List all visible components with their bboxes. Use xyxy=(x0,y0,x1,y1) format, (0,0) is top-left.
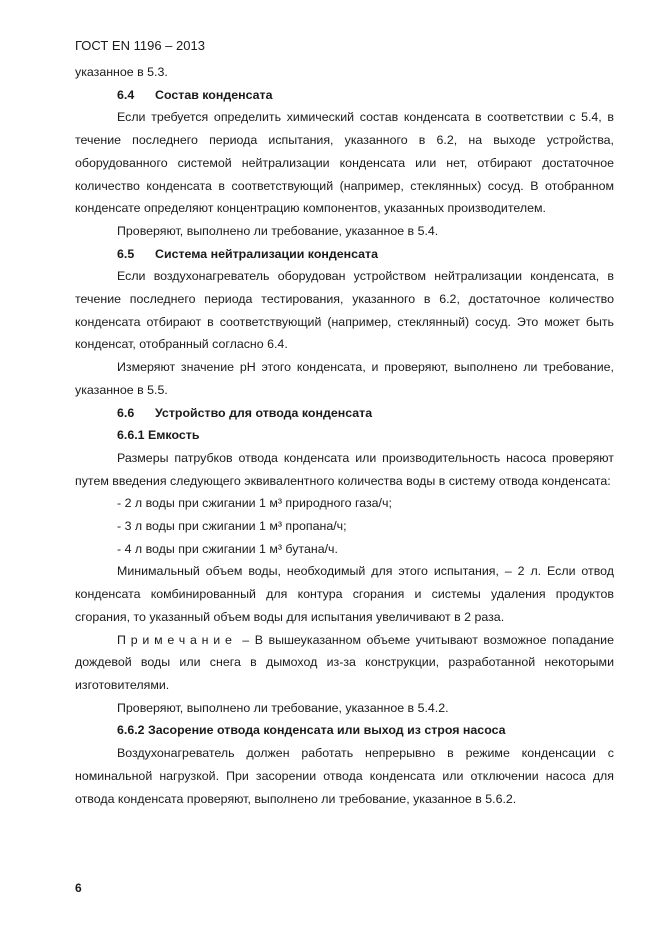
section-title: Устройство для отвода конденсата xyxy=(155,405,373,420)
carry-over-text: указанное в 5.3. xyxy=(75,65,168,79)
page-number: 6 xyxy=(75,881,82,895)
section-6-6-1-heading xyxy=(75,424,614,447)
note-paragraph xyxy=(75,629,614,697)
section-6-5-heading xyxy=(75,243,614,266)
paragraph: Проверяют, выполнено ли требование, указанное в 5.4.2. xyxy=(117,700,449,715)
section-title: Состав конденсата xyxy=(155,87,273,102)
list-item: - 3 л воды при сжигании 1 м³ пропана/ч; xyxy=(117,519,347,534)
paragraph: Размеры патрубков отвода конденсата или производительность насоса проверяют путем введения следующего эквивалентного количества воды в систему отвода конденсата: xyxy=(75,450,614,488)
paragraph: Минимальный объем воды, необходимый для этого испытания, – 2 л. Если отвод конденсата комбинированный для контура сгорания и системы удаления продуктов сгорания, то указанный объем воды для испытания увеличивают в 2 раза. xyxy=(75,564,614,624)
paragraph: Если воздухонагреватель оборудован устройством нейтрализации конденсата, в течение последнего периода тестирования, указанного в 6.2, достаточное количество конденсата отбирают в соответствующий (например, стеклянный) сосуд. Это может быть конденсат, отобранный согласно 6.4. xyxy=(75,269,614,352)
section-number: 6.5 xyxy=(117,246,135,261)
section-number: 6.4 xyxy=(117,87,135,102)
section-number: 6.6.2 xyxy=(117,723,145,738)
note-text: – В вышеуказанном объеме учитывают возможное попадание дождевой воды или снега в дымоход из-за конструкции, разработанной некоторыми изготовителями. xyxy=(75,632,614,692)
paragraph: Измеряют значение pH этого конденсата, и проверяют, выполнено ли требование, указанное в 5.5. xyxy=(75,360,614,397)
section-title: Засорение отвода конденсата или выход из строя насоса xyxy=(148,723,506,738)
list-item: - 4 л воды при сжигании 1 м³ бутана/ч. xyxy=(117,541,338,556)
section-6-4-heading xyxy=(75,84,614,107)
paragraph: Воздухонагреватель должен работать непрерывно в режиме конденсации с номинальной нагрузкой. При засорении отвода конденсата или отключении насоса для отвода конденсата проверяют, выполнено ли требование, указанное в 5.6.2. xyxy=(75,746,614,806)
section-title: Система нейтрализации конденсата xyxy=(155,246,379,261)
list-item: - 2 л воды при сжигании 1 м³ природного газа/ч; xyxy=(117,496,392,511)
paragraph: Если требуется определить химический состав конденсата в соответствии с 5.4, в течение последнего периода испытания, указанного в 6.2, на выходе устройства, оборудованного системой нейтрализации конденсата или нет, отбирают достаточное количество конденсата в соответствующий (например, стеклянных) сосуд. В отобранном конденсате определяют концентрацию компонентов, указанных производителем. xyxy=(75,110,614,216)
document-header: ГОСТ EN 1196 – 2013 xyxy=(75,38,205,53)
section-6-6-heading xyxy=(75,402,614,425)
section-title: Емкость xyxy=(148,428,200,443)
paragraph: Проверяют, выполнено ли требование, указанное в 5.4. xyxy=(117,223,439,238)
section-number: 6.6 xyxy=(117,405,135,420)
document-body xyxy=(75,61,614,810)
section-6-6-2-heading xyxy=(75,719,614,742)
section-number: 6.6.1 xyxy=(117,428,145,443)
note-label: Примечание xyxy=(117,632,237,647)
